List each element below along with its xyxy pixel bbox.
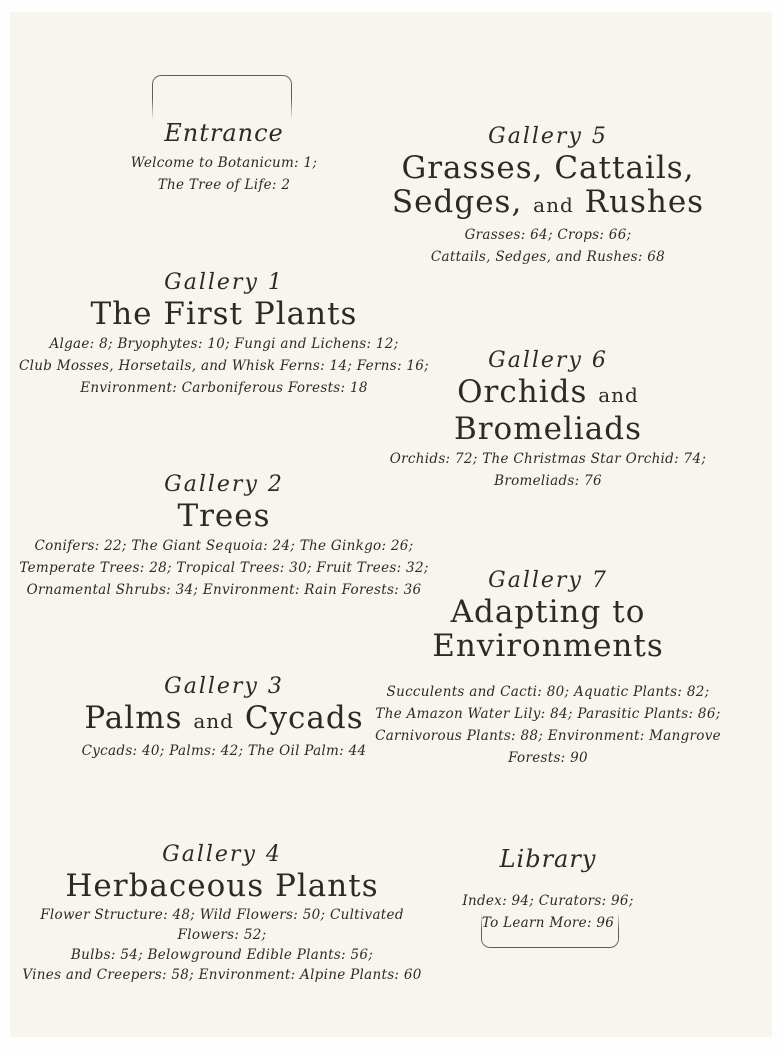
section-label: Gallery 1 [164, 270, 284, 295]
section-library [352, 845, 744, 934]
section-title: The First Plants [90, 296, 358, 332]
section-contents [14, 740, 434, 762]
contents-line: Cycads: 40; Palms: 42; The Oil Palm: 44 [81, 743, 367, 759]
contents-line: Vines and Creepers: 58; Environment: Alpine Plants: 60 [22, 967, 422, 983]
contents-line: Grasses: 64; Crops: 66; [464, 227, 632, 243]
section-label: Gallery 3 [164, 674, 284, 699]
section-g5 [352, 123, 744, 268]
contents-line: Club Mosses, Horsetails, and Whisk Ferns: 14; Ferns: 16; [18, 358, 430, 374]
contents-line: Conifers: 22; The Giant Sequoia: 24; The Ginkgo: 26; [34, 538, 414, 554]
contents-line: Environment: Carboniferous Forests: 18 [80, 380, 368, 396]
section-label: Gallery 5 [488, 124, 608, 149]
small-and-word: and [598, 383, 639, 407]
contents-line: Temperate Trees: 28; Tropical Trees: 30; Fruit Trees: 32; [19, 560, 429, 576]
section-label: Entrance [164, 119, 284, 147]
section-title: Herbaceous Plants [65, 868, 379, 904]
small-and-word: and [193, 709, 234, 733]
section-label: Gallery 4 [162, 842, 282, 867]
top-tab-outline [152, 75, 292, 122]
contents-line: To Learn More: 96 [481, 915, 615, 931]
contents-line: Bromeliads: 76 [494, 473, 602, 489]
section-label: Library [499, 845, 597, 873]
small-and-word: and [533, 193, 574, 217]
contents-line: Welcome to Botanicum: 1; [130, 155, 318, 171]
contents-line: The Amazon Water Lily: 84; Parasitic Plants: 86; [375, 706, 721, 722]
contents-line: Orchids: 72; The Christmas Star Orchid: 74; [389, 451, 707, 467]
contents-page [10, 12, 772, 1037]
section-title: Grasses, Cattails, Sedges, and Rushes [391, 150, 705, 220]
section-title: Adapting to Environments [432, 594, 664, 664]
section-label: Gallery 6 [488, 348, 608, 373]
section-label: Gallery 7 [488, 568, 608, 593]
contents-line: Succulents and Cacti: 80; Aquatic Plants: 82; [386, 684, 710, 700]
contents-line: Ornamental Shrubs: 34; Environment: Rain Forests: 36 [26, 582, 422, 598]
contents-line: Algae: 8; Bryophytes: 10; Fungi and Lichens: 12; [49, 336, 399, 352]
section-contents [352, 224, 744, 268]
section-title: Orchids and Bromeliads [453, 374, 643, 447]
section-g3 [14, 673, 434, 762]
contents-line: Flower Structure: 48; Wild Flowers: 50; Cultivated Flowers: 52; [40, 907, 404, 943]
section-label: Gallery 2 [164, 472, 284, 497]
contents-line: Cattails, Sedges, and Rushes: 68 [430, 249, 666, 265]
contents-line: Carnivorous Plants: 88; Environment: Mangrove Forests: 90 [375, 728, 721, 766]
section-title: Palms and Cycads [84, 700, 364, 736]
contents-line: The Tree of Life: 2 [157, 177, 291, 193]
contents-line: Index: 94; Curators: 96; [462, 893, 634, 909]
section-title: Trees [177, 498, 271, 534]
section-contents [352, 890, 744, 934]
contents-line: Bulbs: 54; Belowground Edible Plants: 56; [70, 947, 374, 963]
